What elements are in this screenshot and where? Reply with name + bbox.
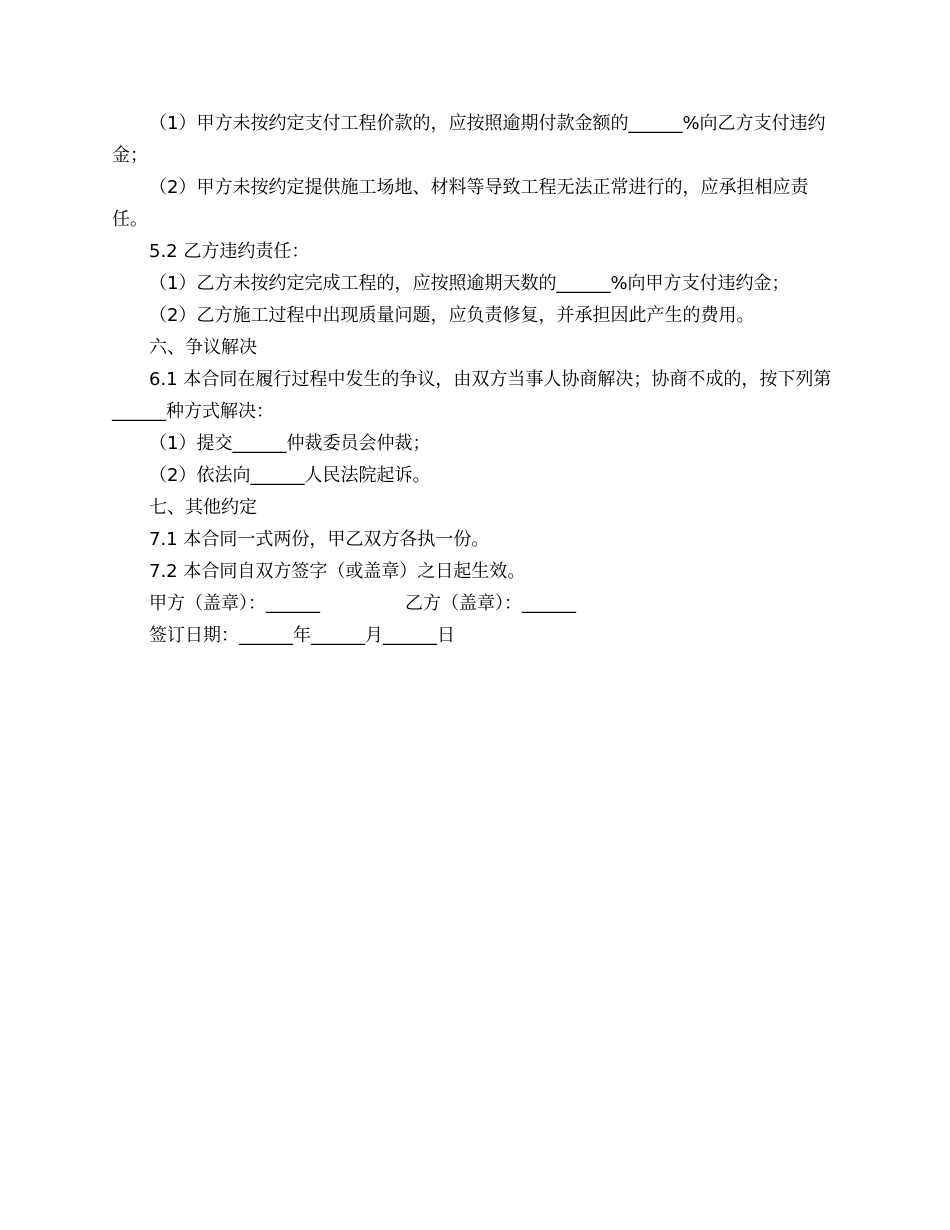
clause-7-1: 7.1 本合同一式两份，甲乙双方各执一份。	[149, 529, 490, 550]
party-b-signature: 乙方（盖章）：______	[405, 593, 576, 614]
clause-7-2: 7.2 本合同自双方签字（或盖章）之日起生效。	[149, 561, 526, 582]
section-7-heading: 七、其他约定	[149, 497, 257, 518]
clause-6-1-1: （1）提交______仲裁委员会仲裁；	[149, 433, 431, 454]
clause-5-2-heading: 5.2 乙方违约责任：	[149, 241, 310, 262]
clause-5-1-2: （2）甲方未按约定提供施工场地、材料等导致工程无法正常进行的，应承担相应责任。	[112, 177, 809, 230]
signing-date: 签订日期：______年______月______日	[149, 625, 455, 646]
document-body	[112, 108, 838, 652]
clause-5-2-1: （1）乙方未按约定完成工程的，应按照逾期天数的______%向甲方支付违约金；	[149, 273, 790, 294]
clause-5-1-1: （1）甲方未按约定支付工程价款的，应按照逾期付款金额的______%向乙方支付违约金；	[112, 113, 826, 166]
clause-5-2-2: （2）乙方施工过程中出现质量问题，应负责修复，并承担因此产生的费用。	[149, 305, 755, 326]
clause-6-1: 6.1 本合同在履行过程中发生的争议，由双方当事人协商解决；协商不成的，按下列第______种方式解决：	[112, 369, 832, 422]
party-a-signature: 甲方（盖章）：______	[149, 593, 320, 614]
section-6-heading: 六、争议解决	[149, 337, 257, 358]
signature-row	[112, 588, 838, 620]
clause-6-1-2: （2）依法向______人民法院起诉。	[149, 465, 431, 486]
